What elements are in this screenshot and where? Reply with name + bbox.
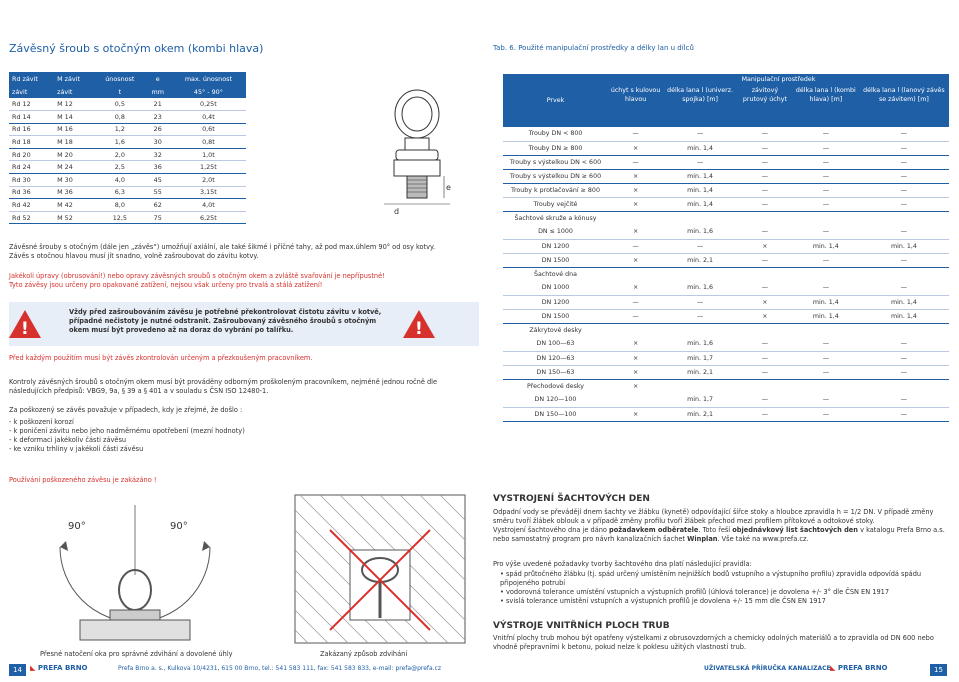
table-cell: min. 1,4 (859, 239, 949, 253)
table-row (503, 379, 949, 393)
damage-list (9, 418, 449, 454)
section-heading: VYSTROJENÍ ŠACHTOVÝCH DEN (493, 494, 650, 504)
table-cell: M 52 (54, 211, 95, 224)
table-header-row (503, 74, 949, 85)
table-cell: — (859, 169, 949, 183)
table-cell: — (859, 253, 949, 267)
table-cell: 30 (145, 136, 171, 149)
table-cell: — (793, 253, 859, 267)
header-cell: závit (9, 85, 54, 98)
table-cell: 55 (145, 186, 171, 199)
figure-caption-right: Zakázaný způsob zdvihání (320, 650, 408, 658)
table-cell: — (793, 197, 859, 211)
brand-name: PREFA BRNO (37, 664, 88, 672)
table-cell: M 14 (54, 111, 95, 124)
table-cell: Rd 52 (9, 211, 54, 224)
table-cell: 45 (145, 174, 171, 187)
table-row (503, 225, 949, 239)
table-cell: — (859, 225, 949, 239)
angle-label-left: 90° (68, 521, 86, 532)
paragraph-bold: objednávkový list šachtových den (732, 526, 858, 534)
table-cell (737, 379, 793, 393)
warning-box (9, 302, 479, 346)
paragraph-bold: požadavkem odběratele (609, 526, 699, 534)
table-cell: 2,0 (95, 148, 145, 161)
table-cell: × (608, 281, 663, 295)
table-cell: min. 1,6 (663, 281, 737, 295)
table-cell: — (859, 393, 949, 407)
inspection-paragraph: Kontroly závěsných šroubů s otočným okem musí být prováděny odborným proškoleným pracovníkem, nejméně jednou ročně dle následujících předpisů: VBG9, 9a, § 39 a § 401 a v souladu s ČSN ISO 12480-1. (9, 378, 438, 395)
table-cell: — (608, 295, 663, 309)
table-cell: Zákrytové desky (529, 326, 582, 334)
table-cell: 75 (145, 211, 171, 224)
table-row (9, 199, 246, 212)
table-cell: M 12 (54, 98, 95, 111)
table-cell: Trouby s výstelkou DN < 600 (503, 155, 608, 169)
table-cell: 2,0t (171, 174, 246, 187)
table-cell: 26 (145, 123, 171, 136)
figure-caption-left: Přesné natočení oka pro správné zdvihání a dovolené úhly (40, 650, 233, 658)
table-cell: — (793, 141, 859, 155)
list-item: - k poničení závitu nebo jeho nadměrnému opotřebení (mezní hodnoty) (9, 427, 245, 435)
brand-logo (830, 664, 888, 672)
table-row (503, 141, 949, 155)
table-cell: × (608, 337, 663, 351)
list-item: - ke vzniku trhliny v jakékoli části závěsu (9, 445, 144, 453)
header-cell: M závit (54, 72, 95, 85)
list-item: • vodorovná tolerance umístění vstupních a výstupních profilů (úhlová tolerance) je dovolena +/- 3° dle ČSN EN 1917 (500, 588, 948, 597)
table-cell: min. 1,6 (663, 337, 737, 351)
table-cell: Šachtové skruže a kónusy (514, 214, 597, 222)
table-cell: — (793, 127, 859, 141)
table-row (503, 197, 949, 211)
table-cell: — (608, 127, 663, 141)
intro-paragraph: Závěsné šrouby s otočným (dále jen „závěs“) umožňují axiální, ale také šikmé i příčné tahy, až pod max.úhlem 90° od osy kotvy. (9, 243, 436, 251)
table-cell: M 36 (54, 186, 95, 199)
table-cell: Rd 16 (9, 123, 54, 136)
table-cell: — (793, 365, 859, 379)
table-cell (793, 379, 859, 393)
table-cell: min. 1,4 (663, 141, 737, 155)
table-row (503, 211, 949, 225)
table-cell: Trouby s výstelkou DN ≥ 600 (503, 169, 608, 183)
table-row (9, 136, 246, 149)
table-cell: 0,8 (95, 111, 145, 124)
page-number-left: 14 (9, 664, 26, 676)
thread-capacity-table (9, 72, 246, 224)
dimension-d-label: d (394, 207, 400, 216)
table-cell: — (737, 407, 793, 421)
section-paragraph: Vnitřní plochy trub mohou být opatřeny výstelkami z obrusovzdorných a chemicky odolných materiálů a to zpravidla od DN 600 nebo vhodně přepravními k betonu, pokud nelze k poklesu užitých vlastností trub. (493, 634, 934, 651)
table-cell: 0,6t (171, 123, 246, 136)
table-cell: — (793, 169, 859, 183)
table-cell (859, 379, 949, 393)
table-cell: — (859, 141, 949, 155)
table-cell (859, 323, 949, 337)
brand-name: PREFA BRNO (837, 664, 888, 672)
table-row (503, 407, 949, 421)
table-row (503, 323, 949, 337)
table-cell: M 42 (54, 199, 95, 212)
table-cell: M 24 (54, 161, 95, 174)
table-cell: — (737, 197, 793, 211)
table-cell: DN 100—63 (503, 337, 608, 351)
section-heading: VÝSTROJE VNITŘNÍCH PLOCH TRUB (493, 621, 670, 631)
list-item: - k deformaci jakékoliv části závěsu (9, 436, 127, 444)
table-row (503, 351, 949, 365)
table-row (503, 295, 949, 309)
footer-guide-title: UŽIVATELSKÁ PŘÍRUČKA KANALIZACE (704, 665, 831, 672)
table-cell: min. 1,4 (793, 309, 859, 323)
table-cell: min. 1,4 (663, 197, 737, 211)
table-cell (663, 323, 737, 337)
table-cell: M 20 (54, 148, 95, 161)
header-cell: únosnost (95, 72, 145, 85)
table-cell: min. 2,1 (663, 407, 737, 421)
handling-equipment-table (503, 74, 949, 422)
table-cell: 1,0t (171, 148, 246, 161)
table-cell: min. 1,7 (663, 351, 737, 365)
table-cell: DN 1200 (503, 295, 608, 309)
table-row (9, 174, 246, 187)
table-cell (737, 323, 793, 337)
table-cell: DN 150—100 (503, 407, 608, 421)
table-cell: 12,5 (95, 211, 145, 224)
header-cell: délka lana l (univerz. spojka) [m] (663, 85, 737, 127)
table-row (9, 148, 246, 161)
table-cell: Rd 24 (9, 161, 54, 174)
list-item: • spád průtočného žlábku (tj. spád určený umístěním nejnižších bodů vstupního a výstupního profilu) zpravidla odpovídá spádu připojeného potrubí (500, 570, 948, 588)
table-cell: 23 (145, 111, 171, 124)
table-cell: — (737, 365, 793, 379)
warning-text: Tyto závěsy jsou určeny pro opakované zatížení, nejsou však určeny pro trvalá a stálá zatížení! (9, 281, 323, 289)
header-cell: Rd závit (9, 72, 54, 85)
correct-lifting-figure (40, 495, 230, 645)
table-cell: × (737, 309, 793, 323)
footer-address: Prefa Brno a. s., Kulkova 10/4231, 615 00 Brno, tel.: 541 583 111, fax: 541 583 833, e-mail: prefa@prefa.cz (118, 665, 442, 672)
table-cell: × (608, 365, 663, 379)
table-cell: — (737, 337, 793, 351)
table-row (9, 111, 246, 124)
warning-text: Jakékoli úpravy (obrusování!) nebo opravy závěsných sroubů s otočným okem a zvláště svařování je nepřípustné! (9, 272, 385, 280)
table-cell: Rd 20 (9, 148, 54, 161)
table-cell: 1,25t (171, 161, 246, 174)
header-cell: e (145, 72, 171, 85)
table-cell: — (859, 407, 949, 421)
table-row (503, 281, 949, 295)
table-cell: 3,15t (171, 186, 246, 199)
table-cell: — (859, 281, 949, 295)
table-cell: — (737, 127, 793, 141)
header-cell: 45° - 90° (171, 85, 246, 98)
table-cell: — (793, 281, 859, 295)
header-cell: délka lana l (kombi hlava) [m] (793, 85, 859, 127)
table-cell: — (859, 183, 949, 197)
table-cell: Rd 42 (9, 199, 54, 212)
paragraph-bold: Winplan (687, 535, 718, 543)
table-cell: Trouby DN < 800 (503, 127, 608, 141)
table-cell: — (608, 239, 663, 253)
table-cell: M 18 (54, 136, 95, 149)
paragraph-text: . Toto řeší (698, 526, 733, 534)
table-cell: — (608, 155, 663, 169)
table-cell: 62 (145, 199, 171, 212)
header-cell: mm (145, 85, 171, 98)
intro-paragraph-2: Závěs s otočnou hlavou musí jít snadno, volně zašroubovat do závitu kotvy. (9, 252, 259, 260)
table-cell: Rd 30 (9, 174, 54, 187)
table-row (503, 365, 949, 379)
header-group-cell: Manipulační prostředek (608, 74, 949, 85)
table-cell: Trouby vejčité (503, 197, 608, 211)
table-cell: min. 1,4 (663, 169, 737, 183)
table-cell: 0,8t (171, 136, 246, 149)
exclamation-icon: ! (415, 319, 423, 339)
page-number-right: 15 (930, 664, 947, 676)
header-cell: Prvek (503, 74, 608, 127)
table-cell: — (737, 155, 793, 169)
table-cell (663, 379, 737, 393)
table-cell: 0,4t (171, 111, 246, 124)
table-cell (793, 211, 859, 225)
table-cell: DN 1500 (503, 309, 608, 323)
table-cell: min. 1,6 (663, 225, 737, 239)
table-cell: — (737, 169, 793, 183)
table-cell: — (663, 155, 737, 169)
table-cell: — (859, 351, 949, 365)
table-cell: M 30 (54, 174, 95, 187)
table-cell: × (608, 351, 663, 365)
paragraph-text: . Vše také na www.prefa.cz. (717, 535, 809, 543)
table-cell: Rd 14 (9, 111, 54, 124)
brand-logo (30, 664, 88, 672)
table-cell: 0,5 (95, 98, 145, 111)
table-row (503, 169, 949, 183)
table-header-row (9, 85, 246, 98)
table-cell: — (859, 197, 949, 211)
table-cell (793, 323, 859, 337)
table-cell: 1,2 (95, 123, 145, 136)
table-caption: Tab. 6. Použité manipulační prostředky a délky lan u dílců (493, 44, 694, 52)
table-row (503, 183, 949, 197)
section-paragraph (493, 508, 948, 544)
dimension-e-label: e (446, 183, 451, 192)
table-cell: DN 1200 (503, 239, 608, 253)
table-row (503, 337, 949, 351)
table-row (503, 393, 949, 407)
table-row (9, 98, 246, 111)
table-cell: × (608, 169, 663, 183)
table-cell: DN 1000 (503, 281, 608, 295)
table-cell: — (737, 141, 793, 155)
header-cell: t (95, 85, 145, 98)
table-cell: × (608, 197, 663, 211)
table-cell: × (608, 141, 663, 155)
table-cell: Trouby DN ≥ 800 (503, 141, 608, 155)
table-cell: — (737, 393, 793, 407)
table-row (503, 155, 949, 169)
table-cell (737, 211, 793, 225)
table-row (9, 186, 246, 199)
header-cell: závit (54, 85, 95, 98)
warning-box-text: Vždy před zašroubováním závěsu je potřebné překontrolovat čistotu závitu v kotvě, případné nečistoty je nutné odstranit. Zašroubovaný závěsného šroubů s otočným okem musí být provedeno až na doraz do vybrání po talířku. (69, 308, 382, 334)
table-cell (663, 211, 737, 225)
table-cell: — (737, 351, 793, 365)
table-cell: Rd 36 (9, 186, 54, 199)
header-cell: závitový prutový úchyt (737, 85, 793, 127)
table-cell: Rd 12 (9, 98, 54, 111)
table-cell: — (737, 253, 793, 267)
table-cell (608, 393, 663, 407)
table-cell: DN ≤ 1000 (503, 225, 608, 239)
table-cell: 6,3 (95, 186, 145, 199)
table-cell: × (608, 253, 663, 267)
table-cell: × (737, 239, 793, 253)
table-cell: 1,6 (95, 136, 145, 149)
table-cell: — (793, 337, 859, 351)
table-cell (737, 267, 793, 281)
table-cell (608, 323, 663, 337)
table-cell: 8,0 (95, 199, 145, 212)
table-cell: Rd 18 (9, 136, 54, 149)
table-cell: Trouby k protlačování ≥ 800 (503, 183, 608, 197)
table-row (9, 211, 246, 224)
forbidden-lifting-figure (290, 490, 470, 648)
paragraph-text: Vystrojení šachtového dna je dáno (493, 526, 610, 534)
header-cell: délka lana l (lanový závěs se závitem) [m] (859, 85, 949, 127)
table-cell: — (737, 281, 793, 295)
table-row (9, 161, 246, 174)
paragraph-text: Odpadní vody se převádějí dnem šachty ve žlábku (kynetě) odpovídající šířce stoky a hloubce zpravidla h = 1/2 DN. V případě změny směru tvoří žlábek oblouk a v případě změny profilu tvoří žlábek přechod mezi profilem přítokové a odtokové stoky. (493, 508, 934, 525)
table-cell: — (859, 365, 949, 379)
table-cell: — (793, 393, 859, 407)
table-cell: — (663, 309, 737, 323)
table-cell: Přechodové desky (526, 382, 585, 390)
eye-bolt-drawing (380, 86, 490, 216)
table-cell: × (737, 295, 793, 309)
table-cell: min. 2,1 (663, 253, 737, 267)
table-cell (663, 267, 737, 281)
header-cell: max. únosnost (171, 72, 246, 85)
table-cell: — (663, 239, 737, 253)
table-cell: — (663, 295, 737, 309)
table-cell: — (793, 407, 859, 421)
table-cell (859, 211, 949, 225)
table-cell (608, 211, 663, 225)
table-cell: × (608, 183, 663, 197)
table-cell: DN 150—63 (503, 365, 608, 379)
table-cell: — (793, 225, 859, 239)
table-cell: 6,25t (171, 211, 246, 224)
table-cell: DN 120—100 (503, 393, 608, 407)
table-cell: Šachtové dna (533, 270, 578, 278)
table-cell: M 16 (54, 123, 95, 136)
table-row (503, 253, 949, 267)
table-cell: — (793, 351, 859, 365)
table-cell: — (859, 127, 949, 141)
logo-icon: ◣ (30, 664, 36, 672)
table-cell: — (737, 183, 793, 197)
table-cell: 0,25t (171, 98, 246, 111)
list-item: - k poškození korozí (9, 418, 74, 426)
list-item: • svislá tolerance umístění vstupních a výstupních profilů je dovolena +/- 15 mm dle ČSN EN 1917 (500, 597, 948, 606)
table-cell: min. 1,7 (663, 393, 737, 407)
damage-intro: Za poškozený se závěs považuje v případech, kdy je zřejmé, že došlo : (9, 406, 243, 414)
logo-icon: ◣ (830, 664, 836, 672)
table-cell: min. 1,4 (793, 239, 859, 253)
table-cell: — (608, 309, 663, 323)
table-cell: 4,0 (95, 174, 145, 187)
table-cell: — (737, 225, 793, 239)
table-row (503, 127, 949, 141)
table-cell: min. 1,4 (859, 309, 949, 323)
table-cell: × (608, 407, 663, 421)
table-cell (608, 267, 663, 281)
inspection-note: Před každým použitím musí být závěs zkontrolován určeným a přezkoušeným pracovníkem. (9, 354, 313, 362)
table-cell: — (663, 127, 737, 141)
header-cell: úchyt s kulovou hlavou (608, 85, 663, 127)
table-cell: 32 (145, 148, 171, 161)
table-cell: 21 (145, 98, 171, 111)
page-title: Závěsný šroub s otočným okem (kombi hlava) (9, 42, 264, 55)
table-row (9, 123, 246, 136)
table-cell: DN 120—63 (503, 351, 608, 365)
table-cell: min. 1,4 (663, 183, 737, 197)
prohibition-text: Používání poškozeného závěsu je zakázáno ! (9, 476, 157, 484)
paragraph-text: v katalogu Prefa Brno a.s. nebo samostatný program pro návrh kanalizačních šachet (493, 526, 945, 543)
table-cell: 36 (145, 161, 171, 174)
table-cell: 2,5 (95, 161, 145, 174)
table-cell: × (608, 225, 663, 239)
table-cell: — (793, 155, 859, 169)
table-cell: — (859, 337, 949, 351)
table-row (503, 267, 949, 281)
table-row (503, 239, 949, 253)
rules-intro: Pro výše uvedené požadavky tvorby šachtového dna platí následující pravidla: (493, 560, 752, 568)
table-cell: — (793, 183, 859, 197)
table-cell: min. 2,1 (663, 365, 737, 379)
table-cell: — (859, 155, 949, 169)
table-cell: DN 1500 (503, 253, 608, 267)
table-cell: min. 1,4 (859, 295, 949, 309)
exclamation-icon: ! (21, 319, 29, 339)
table-cell: 4,0t (171, 199, 246, 212)
rules-list (500, 570, 948, 606)
table-cell (859, 267, 949, 281)
angle-label-right: 90° (170, 521, 188, 532)
table-header-row (9, 72, 246, 85)
table-cell: min. 1,4 (793, 295, 859, 309)
table-row (503, 309, 949, 323)
table-cell (793, 267, 859, 281)
table-cell: × (632, 382, 639, 390)
